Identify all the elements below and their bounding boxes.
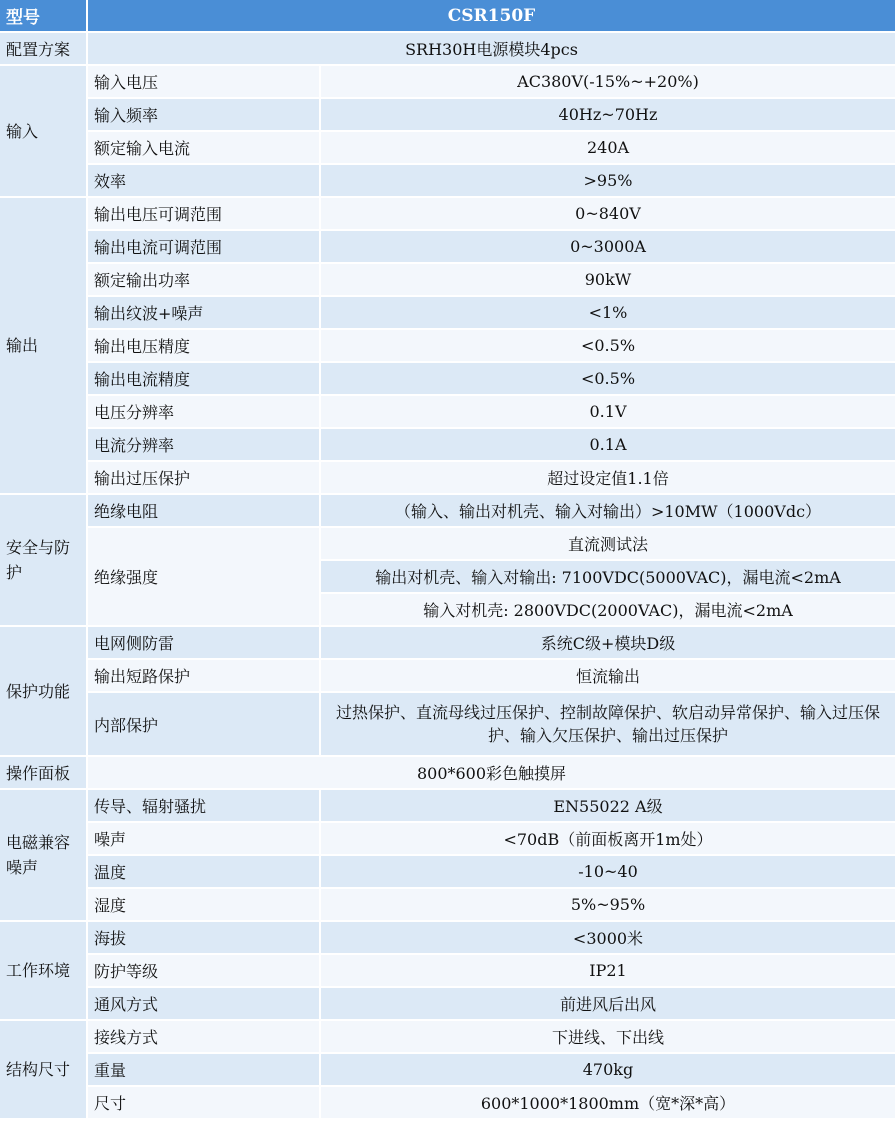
param-cell: 电流分辨率 [88, 429, 321, 462]
header-row [0, 0, 895, 33]
value-cell: 输入对机壳: 2800VDC(2000VAC)，漏电流<2mA [321, 594, 895, 627]
value-cell: <0.5% [321, 363, 895, 396]
param-cell: 温度 [88, 856, 321, 889]
value-cell: 0~3000A [321, 231, 895, 264]
table-row [0, 856, 895, 889]
table-row [0, 1054, 895, 1087]
table-row [0, 429, 895, 462]
value-cell: 下进线、下出线 [321, 1021, 895, 1054]
config-label: 配置方案 [0, 33, 88, 66]
table-row [0, 264, 895, 297]
table-row [0, 132, 895, 165]
group-input: 输入 [0, 66, 88, 198]
model-label: 型号 [0, 0, 88, 33]
value-cell: 470kg [321, 1054, 895, 1087]
table-row [0, 757, 895, 790]
param-cell: 额定输入电流 [88, 132, 321, 165]
value-cell: AC380V(-15%~+20%) [321, 66, 895, 99]
param-cell: 湿度 [88, 889, 321, 922]
value-cell: 恒流输出 [321, 660, 895, 693]
value-cell: 240A [321, 132, 895, 165]
value-cell: 0.1A [321, 429, 895, 462]
param-cell: 通风方式 [88, 988, 321, 1021]
value-cell: 过热保护、直流母线过压保护、控制故障保护、软启动异常保护、输入过压保护、输入欠压保护、输出过压保护 [321, 693, 895, 757]
table-row [0, 823, 895, 856]
value-cell: 5%~95% [321, 889, 895, 922]
param-cell: 重量 [88, 1054, 321, 1087]
param-cell: 效率 [88, 165, 321, 198]
value-cell: 90kW [321, 264, 895, 297]
value-cell: IP21 [321, 955, 895, 988]
group-output: 输出 [0, 198, 88, 495]
value-cell: 40Hz~70Hz [321, 99, 895, 132]
param-cell: 输出纹波+噪声 [88, 297, 321, 330]
table-row [0, 66, 895, 99]
value-cell: EN55022 A级 [321, 790, 895, 823]
param-cell: 内部保护 [88, 693, 321, 757]
table-row [0, 922, 895, 955]
table-row [0, 790, 895, 823]
param-cell: 电网侧防雷 [88, 627, 321, 660]
value-cell: <3000米 [321, 922, 895, 955]
param-cell: 防护等级 [88, 955, 321, 988]
group-structure: 结构尺寸 [0, 1021, 88, 1120]
value-cell: <1% [321, 297, 895, 330]
param-cell: 接线方式 [88, 1021, 321, 1054]
param-cell: 输入频率 [88, 99, 321, 132]
value-cell: 输出对机壳、输入对输出: 7100VDC(5000VAC)，漏电流<2mA [321, 561, 895, 594]
table-row [0, 1021, 895, 1054]
group-environment: 工作环境 [0, 922, 88, 1021]
panel-value: 800*600彩色触摸屏 [88, 757, 895, 790]
param-cell: 输出短路保护 [88, 660, 321, 693]
table-row [0, 396, 895, 429]
config-value: SRH30H电源模块4pcs [88, 33, 895, 66]
group-safety: 安全与防护 [0, 495, 88, 627]
param-cell: 输出电压可调范围 [88, 198, 321, 231]
table-row [0, 660, 895, 693]
param-cell: 海拔 [88, 922, 321, 955]
value-cell: 0~840V [321, 198, 895, 231]
value-cell: 系统C级+模块D级 [321, 627, 895, 660]
param-cell: 绝缘强度 [88, 528, 321, 627]
table-row [0, 99, 895, 132]
group-protection: 保护功能 [0, 627, 88, 757]
param-cell: 输出过压保护 [88, 462, 321, 495]
value-cell: 前进风后出风 [321, 988, 895, 1021]
table-row [0, 363, 895, 396]
table-row [0, 330, 895, 363]
value-cell: -10~40 [321, 856, 895, 889]
param-cell: 输出电压精度 [88, 330, 321, 363]
table-row [0, 231, 895, 264]
table-row [0, 165, 895, 198]
model-value: CSR150F [88, 0, 895, 33]
param-cell: 绝缘电阻 [88, 495, 321, 528]
table-row [0, 462, 895, 495]
value-cell: 超过设定值1.1倍 [321, 462, 895, 495]
value-cell: <0.5% [321, 330, 895, 363]
table-row [0, 955, 895, 988]
param-cell: 噪声 [88, 823, 321, 856]
table-row [0, 988, 895, 1021]
param-cell: 额定输出功率 [88, 264, 321, 297]
table-row [0, 889, 895, 922]
value-cell: <70dB（前面板离开1m处） [321, 823, 895, 856]
param-cell: 输出电流精度 [88, 363, 321, 396]
value-cell: >95% [321, 165, 895, 198]
value-cell: 600*1000*1800mm（宽*深*高） [321, 1087, 895, 1120]
param-cell: 尺寸 [88, 1087, 321, 1120]
table-row [0, 528, 895, 561]
value-cell: （输入、输出对机壳、输入对输出）>10MW（1000Vdc） [321, 495, 895, 528]
table-row [0, 495, 895, 528]
panel-label: 操作面板 [0, 757, 88, 790]
value-cell: 0.1V [321, 396, 895, 429]
param-cell: 电压分辨率 [88, 396, 321, 429]
group-emc: 电磁兼容噪声 [0, 790, 88, 922]
table-row [0, 1087, 895, 1120]
table-row [0, 627, 895, 660]
table-row [0, 198, 895, 231]
param-cell: 传导、辐射骚扰 [88, 790, 321, 823]
table-row [0, 297, 895, 330]
value-cell: 直流测试法 [321, 528, 895, 561]
param-cell: 输出电流可调范围 [88, 231, 321, 264]
table-row [0, 693, 895, 757]
param-cell: 输入电压 [88, 66, 321, 99]
table-row [0, 33, 895, 66]
